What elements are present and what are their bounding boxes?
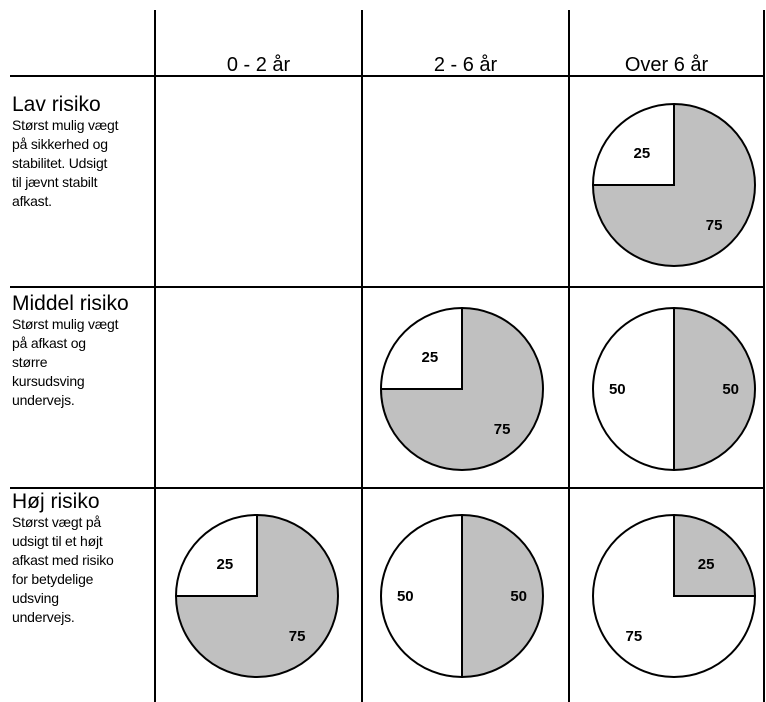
pie-chart-middel-risiko-over-6-r	[593, 308, 755, 470]
pie-slice-label: 25	[633, 144, 651, 162]
row-title: Middel risiko	[12, 292, 129, 315]
pie-slice-label: 75	[288, 628, 306, 646]
pie-slice-shaded	[674, 308, 755, 470]
pie-slice-label: 25	[421, 348, 439, 366]
pie-slice-label: 75	[625, 628, 643, 646]
row-title: Lav risiko	[12, 93, 101, 116]
row-title: Høj risiko	[12, 490, 100, 513]
pie-slice-label: 25	[697, 555, 715, 573]
column-header-0-2-years: 0 - 2 år	[226, 54, 291, 76]
pie-chart-h-j-risiko-2-6-r	[381, 515, 543, 677]
pie-chart-middel-risiko-2-6-r	[381, 308, 543, 470]
pie-slice-label: 50	[722, 381, 740, 398]
pie-chart-h-j-risiko-0-2-r	[176, 515, 338, 677]
row-description: Størst mulig vægt på sikkerhed og stabilitet. Udsigt til jævnt stabilt afkast.	[12, 117, 119, 209]
pie-slice-label: 50	[396, 588, 414, 605]
row-description: Størst mulig vægt på afkast og større kursudsving undervejs.	[12, 316, 119, 408]
pie-slice-shaded	[462, 515, 543, 677]
pie-slice-shaded	[674, 515, 755, 596]
pie-slice-unshaded	[381, 515, 462, 677]
column-header-2-6-years: 2 - 6 år	[433, 54, 498, 76]
pie-slice-label: 50	[608, 381, 626, 398]
pie-slice-unshaded	[593, 308, 674, 470]
pie-slice-label: 75	[493, 421, 511, 439]
pie-slice-label: 25	[216, 555, 234, 573]
pie-chart-h-j-risiko-over-6-r	[593, 515, 755, 677]
pie-chart-lav-risiko-over-6-r	[593, 104, 755, 266]
pie-slice-label: 75	[705, 217, 723, 235]
pie-slice-label: 50	[510, 588, 528, 605]
column-header-over-6-years: Over 6 år	[624, 54, 709, 76]
row-description: Størst vægt på udsigt til et højt afkast med risiko for betydelige udsving undervejs.	[12, 514, 114, 625]
